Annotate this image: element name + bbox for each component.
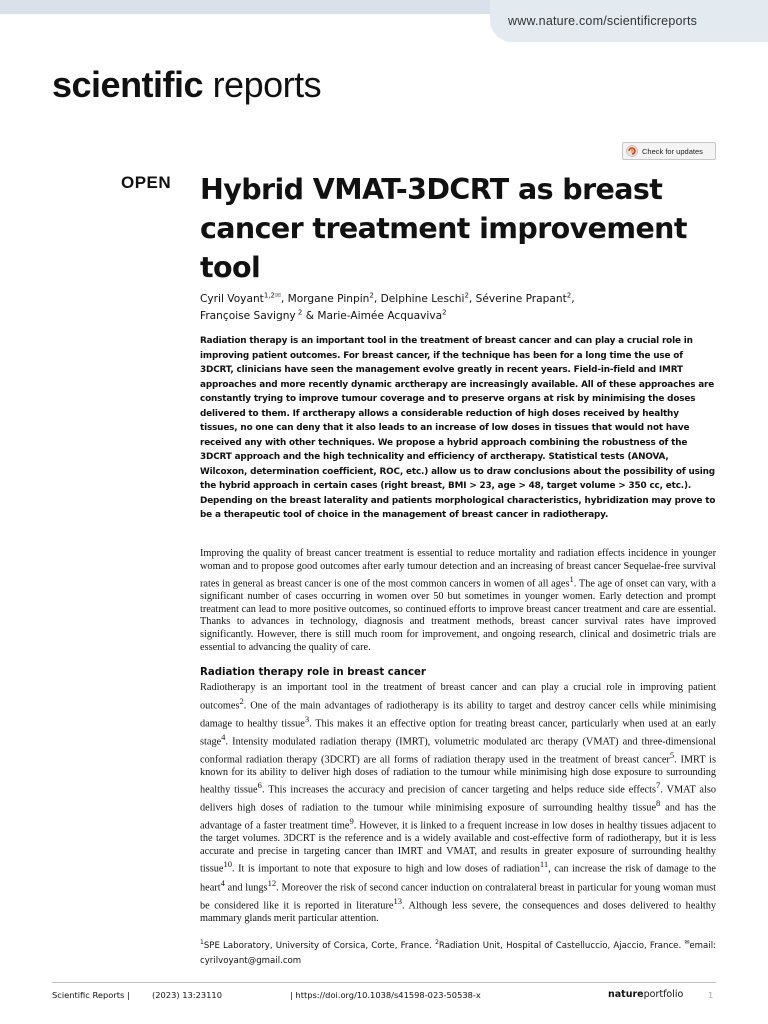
section-heading: Radiation therapy role in breast cancer [200,667,426,678]
page-number: 1 [708,990,714,1000]
text-run: . However, it is linked to a frequent increase in low doses in healthy tissues adjacent to the target volumes. 3DCRT is the reference and is a widely available and cost-effective form of radiotherapy, but it is less accurate and precise in targeting cancer than IMRT and VMAT, and results in greater exposure of surrounding healthy tissue [200,820,716,875]
footer-doi-link[interactable]: | https://doi.org/10.1038/s41598-023-50538-x [290,990,481,1000]
intro-paragraph [200,548,716,654]
author-name[interactable]: Séverine Prapant [475,293,567,305]
check-for-updates-icon [626,145,638,157]
text-run: Radiotherapy is an important tool in the treatment of breast cancer and can play a crucial role in improving patient outcomes [200,682,716,712]
text-run: and lungs [224,881,268,893]
author-separator: , [468,293,476,305]
affiliations-footnote [200,939,716,968]
author-name[interactable]: Morgane Pinpin [287,293,370,305]
reference-marker[interactable]: 6 [257,780,262,791]
open-access-label: OPEN [121,173,172,192]
text-run: . VMAT also delivers high doses of radiation to the tumour while minimising exposure of surrounding healthy tissue [200,784,716,814]
url-tab [490,0,768,42]
reference-marker[interactable]: 5 [669,749,675,760]
check-for-updates-button[interactable] [622,142,716,160]
text-run: . IMRT is known for its ability to deliver high doses of radiation to the tumour while minimising high dose exposure to surrounding healthy tissue [200,754,717,796]
text-run: . This makes it an effective option for treating breast cancer, particularly when used at an early stage [200,718,716,748]
reference-marker[interactable]: 4 [220,877,225,888]
text-run: . Intensity modulated radiation therapy (IMRT), volumetric modulated arc therapy (VMAT) and three-dimensional conformal radiation therapy (3DCRT) are all forms of radiation therapy used in the treatment of breast cancer [200,736,716,766]
author-name[interactable]: Delphine Leschi [380,293,465,305]
reference-marker[interactable]: ✉ [684,939,690,947]
text-run: Radiation Unit, Hospital of Castelluccio, Ajaccio, France. [438,941,685,951]
text-run: . Moreover the risk of second cancer induction on contralateral breast in particular for young woman must be considered like it is reported in literature [200,881,716,911]
reference-marker[interactable]: 10 [223,859,233,870]
text-run: . The age of onset can vary, with a significant number of cases occurring in women over 50 but sometimes in younger women. Early detection and prompt treatment can lead to more positive outcomes, so continued efforts to improve breast cancer treatment and care are essential. Thanks to advances in technology, diagnosis and treatment methods, breast cancer survival rates have improved significantly. However, there is still much room for improvement, and ongoing research, clinical and dosimetric trials are essential to advancing the quality of care. [200,578,716,653]
reference-marker[interactable]: 13 [393,895,403,906]
author-affiliation-marker: 1,2 [263,291,275,300]
reference-marker[interactable]: 2 [435,939,439,947]
footer-publisher-logo [608,989,683,1000]
text-run: SPE Laboratory, University of Corsica, Corte, France. [203,941,436,951]
text-run: Improving the quality of breast cancer treatment is essential to reduce mortality and radiation effects incidence in younger woman and to propose good outcomes after early tumour detection and an increasing of breast cancer Sequelae-free survival rates in general as breast cancer is one of the most common cancers in women of all ages [200,548,716,590]
text-run: email: cyrilvoyant@gmail.com [200,941,716,966]
journal-logo-bold: scientific [52,64,204,105]
footer-year-volume: (2023) 13:23110 [152,990,222,1000]
reference-marker[interactable]: 12 [267,877,277,888]
footer-divider [52,982,716,983]
author-separator: , [373,293,381,305]
footer-brand-bold: nature [608,989,644,1000]
author-affiliation-marker: 2 [464,291,469,300]
author-separator: & [302,310,318,322]
author-name[interactable]: Françoise Savigny [200,310,296,322]
journal-logo-light: reports [203,64,322,105]
text-run: . One of the main advantages of radiotherapy is its ability to target and destroy cancer cells while minimising damage to healthy tissue [200,700,716,730]
author-affiliation-marker: 2 [295,308,303,317]
author-separator: , [571,293,575,305]
page-footer [52,990,716,1004]
reference-marker[interactable]: 7 [656,780,661,791]
text-run: . It is important to note that exposure to high and low doses of radiation [232,863,540,875]
reference-marker[interactable]: 11 [539,859,549,870]
author-name[interactable]: Marie-Aimée Acquaviva [317,310,443,322]
journal-logo [52,64,321,106]
footer-brand-light: portfolio [643,989,684,1000]
author-name[interactable]: Cyril Voyant [200,293,264,305]
reference-marker[interactable]: 1 [200,939,204,947]
reference-marker[interactable]: 9 [349,816,354,827]
author-affiliation-marker: 2 [442,308,447,317]
check-for-updates-label: Check for updates [642,146,703,156]
reference-marker[interactable]: 2 [239,695,244,706]
author-affiliation-marker: 2 [369,291,374,300]
reference-marker[interactable]: 4 [221,731,226,742]
abstract: Radiation therapy is an important tool in the treatment of breast cancer and can play a crucial role in improving patient outcomes. For breast cancer, if the technique has been for a long time the use of 3DCRT, clinicians have seen the management evolve greatly in recent years. Field-in-field and IMRT approaches and more recently dynamic arctherapy are increasingly available. All of these approaches are constantly trying to improve tumour coverage and to preserve organs at risk by minimising the doses delivered to them. If arctherapy allows a considerable reduction of high doses received by healthy tissues, no one can deny that it also leads to an increase of low doses in tissues that would not have received any with other techniques. We propose a hybrid approach combining the robustness of the 3DCRT approach and the high technicality and efficiency of arctherapy. Statistical tests (ANOVA, Wilcoxon, determination coefficient, ROC, etc.) allow us to draw conclusions about the possibility of using the hybrid approach in certain cases (right breast, BMI > 23, age > 48, target volume > 350 cc, etc.). Depending on the breast laterality and patients morphological characteristics, hybridization may prove to be a therapeutic tool of choice in the management of breast cancer in radiotherapy. [200,336,716,520]
reference-marker[interactable]: 3 [304,713,310,724]
reference-marker[interactable]: 8 [656,798,661,809]
text-run: . This increases the accuracy and precision of cancer targeting and helps reduce side effects [261,784,656,796]
author-separator: , [280,293,288,305]
text-run: , can increase the risk of damage to the heart [200,863,716,893]
article-title: Hybrid VMAT-3DCRT as breast cancer treatment improvement tool [200,173,687,284]
section-paragraph [200,682,716,925]
author-affiliation-marker: 2 [566,291,572,300]
reference-marker[interactable]: 1 [569,574,574,585]
journal-url[interactable]: www.nature.com/scientificreports [508,14,698,28]
text-run: . Although less severe, the consequences and doses delivered to healthy mammary glands merit particular attention. [200,899,716,924]
text-run: and has the advantage of a faster treatment time [200,802,716,832]
email-icon[interactable]: ✉ [274,291,281,300]
footer-journal: Scientific Reports | [52,990,130,1000]
author-list [200,291,720,325]
